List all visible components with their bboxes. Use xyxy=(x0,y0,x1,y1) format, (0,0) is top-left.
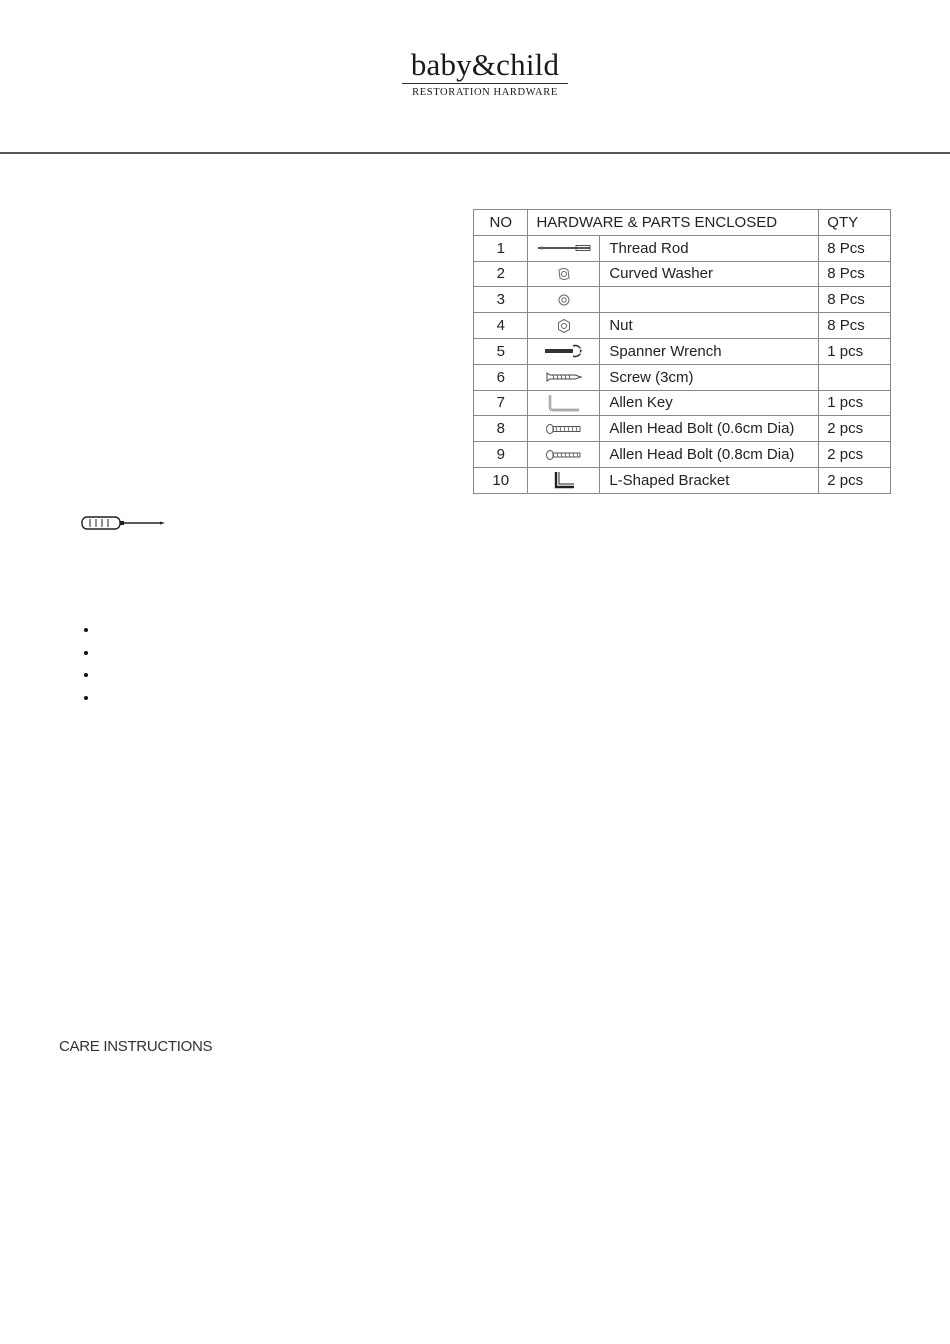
allen-head-bolt-icon xyxy=(545,423,583,435)
spanner-wrench-icon xyxy=(543,344,585,358)
screwdriver-icon xyxy=(80,513,168,533)
row-qty: 8 Pcs xyxy=(819,235,891,261)
table-row xyxy=(474,467,891,493)
row-no: 10 xyxy=(474,467,528,493)
row-no: 2 xyxy=(474,261,528,287)
table-row xyxy=(474,313,891,339)
row-name: Thread Rod xyxy=(600,235,819,261)
row-qty: 8 Pcs xyxy=(819,261,891,287)
screw-icon xyxy=(545,372,583,382)
header-qty: QTY xyxy=(819,210,891,236)
allen-head-bolt-icon xyxy=(545,449,583,461)
row-qty: 8 Pcs xyxy=(819,313,891,339)
brand-logo xyxy=(402,48,568,98)
row-name: Nut xyxy=(600,313,819,339)
row-no: 5 xyxy=(474,338,528,364)
table-row xyxy=(474,261,891,287)
header-hardware: HARDWARE & PARTS ENCLOSED xyxy=(528,210,819,236)
row-name: Allen Head Bolt (0.6cm Dia) xyxy=(600,416,819,442)
table-row xyxy=(474,416,891,442)
row-name xyxy=(600,287,819,313)
row-name: Screw (3cm) xyxy=(600,364,819,390)
table-row xyxy=(474,287,891,313)
row-qty: 2 pcs xyxy=(819,442,891,468)
row-qty: 8 Pcs xyxy=(819,287,891,313)
row-no: 1 xyxy=(474,235,528,261)
thread-rod-icon xyxy=(536,243,592,253)
table-row xyxy=(474,235,891,261)
row-name: Allen Key xyxy=(600,390,819,416)
row-qty xyxy=(819,364,891,390)
row-qty: 2 pcs xyxy=(819,416,891,442)
logo-wordmark: baby&child xyxy=(402,48,568,84)
row-qty: 2 pcs xyxy=(819,467,891,493)
row-no: 8 xyxy=(474,416,528,442)
header-no: NO xyxy=(474,210,528,236)
table-row xyxy=(474,338,891,364)
table-row xyxy=(474,390,891,416)
table-header-row xyxy=(474,210,891,236)
row-no: 3 xyxy=(474,287,528,313)
logo-subtitle: RESTORATION HARDWARE xyxy=(412,87,558,98)
row-qty: 1 pcs xyxy=(819,390,891,416)
care-instructions-heading: CARE INSTRUCTIONS xyxy=(59,1038,213,1055)
curved-washer-icon xyxy=(556,266,572,282)
row-qty: 1 pcs xyxy=(819,338,891,364)
row-name: Curved Washer xyxy=(600,261,819,287)
row-no: 9 xyxy=(474,442,528,468)
row-no: 4 xyxy=(474,313,528,339)
table-row xyxy=(474,442,891,468)
row-no: 6 xyxy=(474,364,528,390)
table-row xyxy=(474,364,891,390)
row-name: L-Shaped Bracket xyxy=(600,467,819,493)
hardware-parts-table xyxy=(473,209,891,494)
row-no: 7 xyxy=(474,390,528,416)
nut-icon xyxy=(556,318,572,334)
washer-icon xyxy=(557,293,571,307)
l-shaped-bracket-icon xyxy=(552,470,576,490)
row-name: Allen Head Bolt (0.8cm Dia) xyxy=(600,442,819,468)
allen-key-icon xyxy=(546,393,582,413)
row-name: Spanner Wrench xyxy=(600,338,819,364)
header-divider xyxy=(0,152,950,154)
